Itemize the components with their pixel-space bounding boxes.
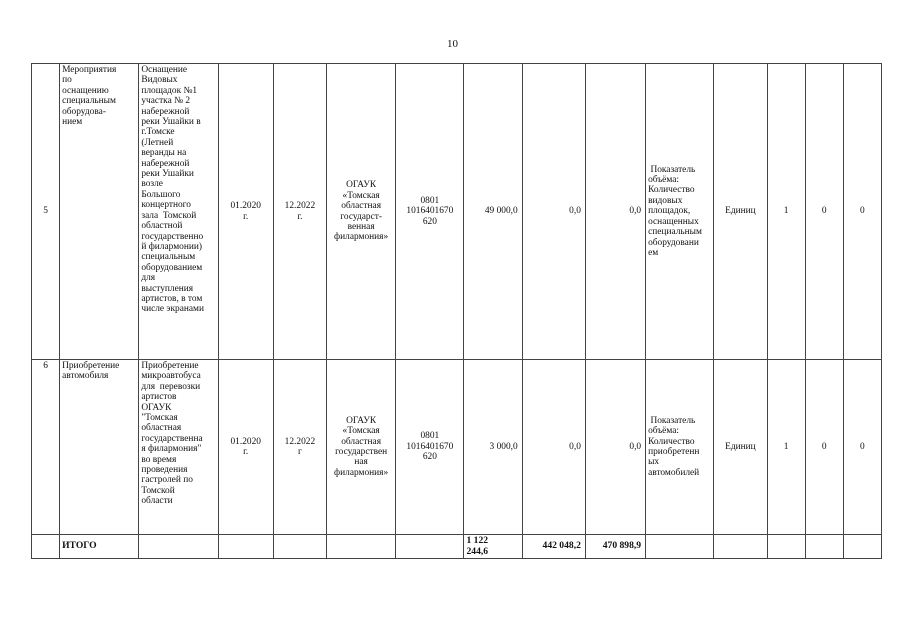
executor: ОГАУК «Томская областная государст- венная филармония» [327,64,396,360]
total-empty-cell [139,535,218,559]
total-amount-3: 470 898,9 [585,535,645,559]
page-number: 10 [447,38,458,50]
amount-2: 0,0 [522,360,585,535]
target-3: 0 [843,360,881,535]
activity-name: Приобретение автомобиля [60,360,139,535]
total-label: ИТОГО [60,535,139,559]
row-number: 5 [32,64,60,360]
amount-2: 0,0 [522,64,585,360]
total-empty-cell [805,535,843,559]
total-empty-cell [218,535,273,559]
total-amount-2: 442 048,2 [522,535,585,559]
total-empty-cell [273,535,326,559]
table-row [32,360,882,535]
start-date: 01.2020 г. [218,64,273,360]
total-empty-cell [396,535,464,559]
budget-code: 0801 1016401670 620 [396,360,464,535]
target-3: 0 [843,64,881,360]
total-empty-cell [767,535,805,559]
start-date: 01.2020 г. [218,360,273,535]
table-row [32,64,882,360]
target-1: 1 [767,64,805,360]
total-empty-cell [714,535,767,559]
activity-description: Оснащение Видовых площадок №1 участка № 2 набережной реки Ушайки в г.Томске (Летней веранды на набережной реки Ушайки возле Большого концертного зала Томской областной государственно й филармонии) специальным оборудованием для выступления артистов, в том числе экранами [139,64,218,360]
executor: ОГАУК «Томская областная государствен ная филармония» [327,360,396,535]
total-amount-1: 1 122 244,6 [464,535,522,559]
end-date: 12.2022 г. [273,64,326,360]
activity-description: Приобретение микроавтобуса для перевозки артистов ОГАУК "Томская областная государственна я филармония" во время проведения гастролей по Томской области [139,360,218,535]
total-empty-cell [32,535,60,559]
amount-3: 0,0 [585,360,645,535]
end-date: 12.2022 г [273,360,326,535]
total-empty-cell [646,535,714,559]
amount-3: 0,0 [585,64,645,360]
amount-1: 3 000,0 [464,360,522,535]
target-1: 1 [767,360,805,535]
row-number: 6 [32,360,60,535]
unit: Единиц [714,64,767,360]
indicator: Показатель объёма: Количество приобретенн ых автомобилей [646,360,714,535]
total-empty-cell [327,535,396,559]
total-row [32,535,882,559]
program-activities-table [31,63,882,559]
budget-code: 0801 1016401670 620 [396,64,464,360]
amount-1: 49 000,0 [464,64,522,360]
target-2: 0 [805,64,843,360]
activity-name: Мероприятия по оснащению специальным оборудова- нием [60,64,139,360]
unit: Единиц [714,360,767,535]
total-empty-cell [843,535,881,559]
indicator: Показатель объёма: Количество видовых площадок, оснащенных специальным оборудовани ем [646,64,714,360]
target-2: 0 [805,360,843,535]
